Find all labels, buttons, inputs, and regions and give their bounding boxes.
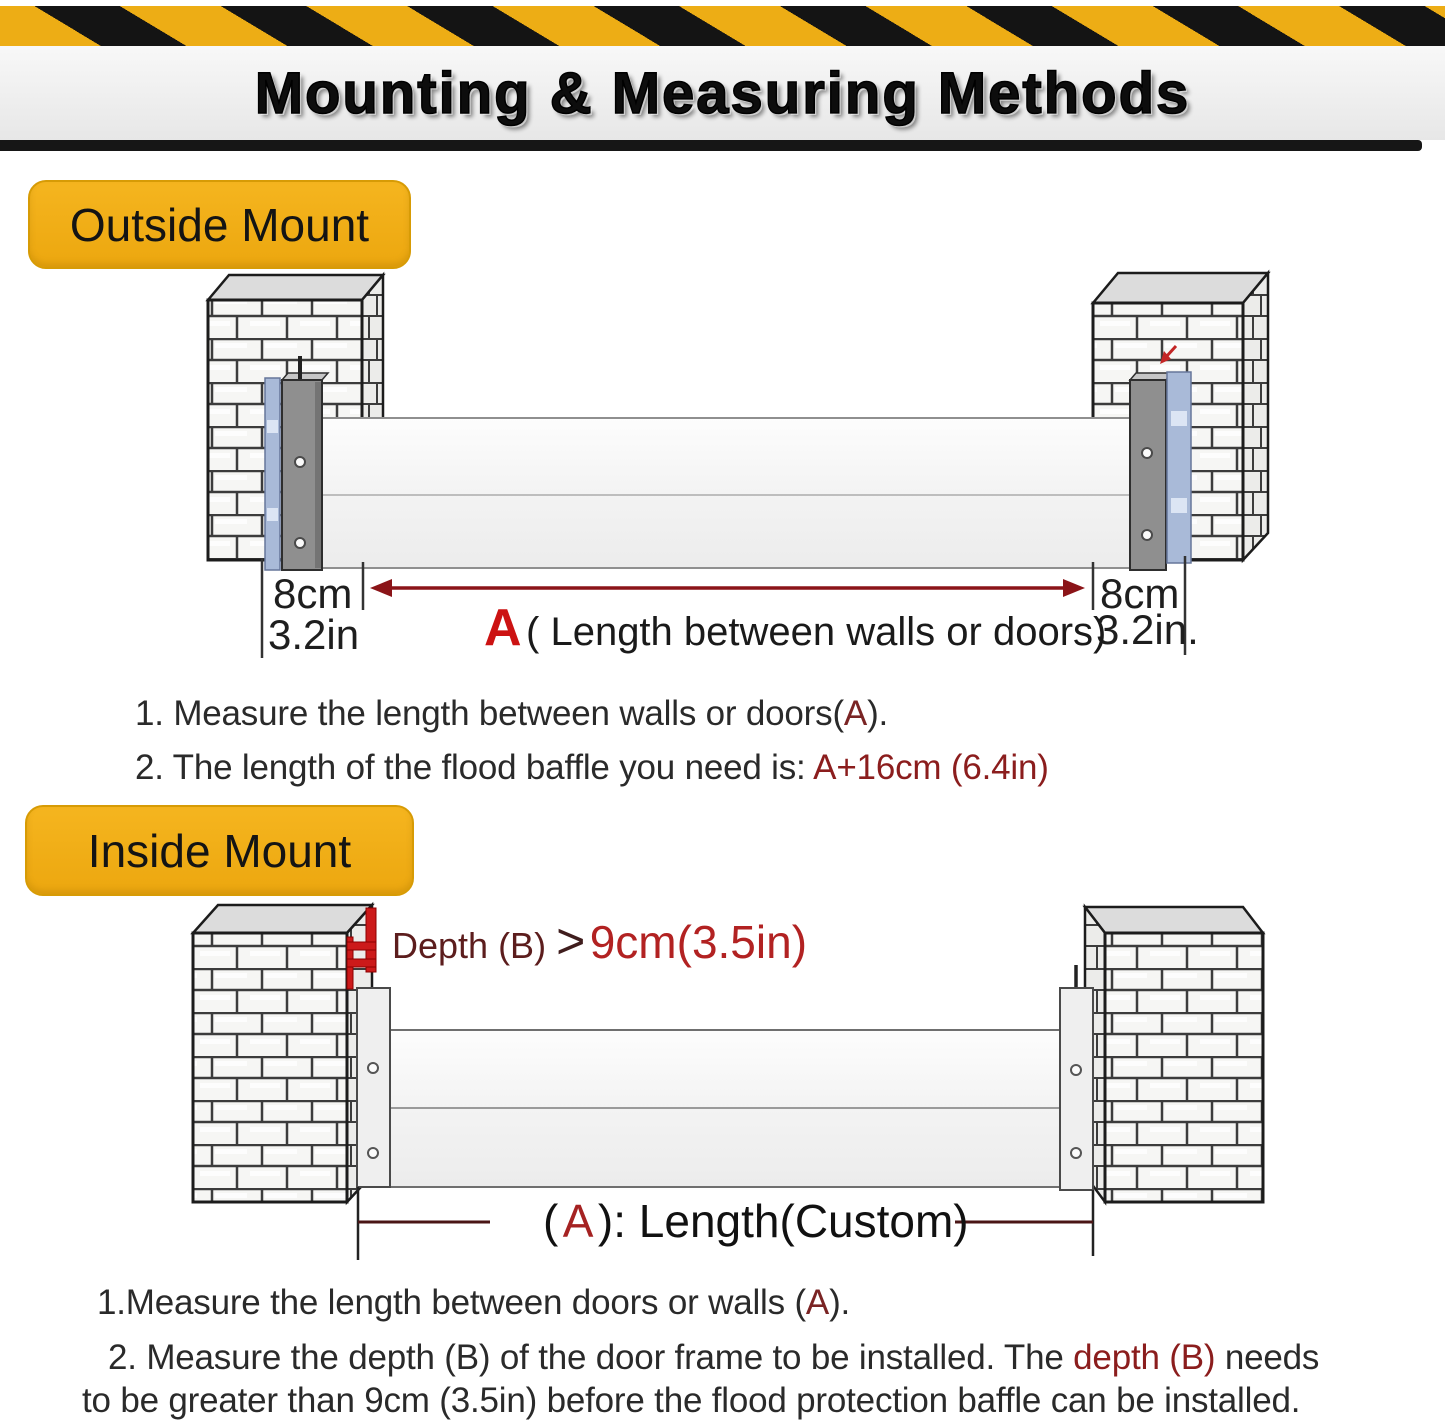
left-mounting-bracket [282, 356, 328, 570]
arrowhead-left [370, 579, 392, 597]
outside-step-1-end: ). [867, 694, 889, 733]
inside-step-1 [97, 1283, 850, 1323]
inside-step-2-line1 [108, 1338, 1319, 1378]
span-label-text: ( Length between walls or doors) [526, 610, 1107, 654]
left-offset-cm: 8cm [273, 570, 353, 617]
right-mounting-bracket [1130, 373, 1172, 570]
outside-step-2 [135, 748, 1049, 788]
outside-mount-diagram [0, 250, 1445, 690]
span-label [484, 599, 1106, 657]
right-brick-pillar [1085, 907, 1263, 1202]
screw-hole [1071, 1065, 1081, 1075]
length-rest: ): Length(Custom) [597, 1195, 969, 1247]
left-channel-blue [265, 378, 280, 570]
arrowhead-right [1063, 579, 1085, 597]
inside-step-2-highlight: depth (B) [1073, 1338, 1216, 1377]
screw-hole [368, 1148, 378, 1158]
depth-value: 9cm(3.5in) [589, 916, 808, 968]
inside-step-2-end: needs [1215, 1338, 1320, 1377]
right-channel [1060, 965, 1093, 1190]
inside-step-2-text: 2. Measure the depth (B) of the door frame to be installed. The [108, 1338, 1074, 1377]
inside-measurement [358, 1187, 1093, 1260]
inside-step-2-line2 [82, 1381, 1300, 1421]
outside-step-1 [135, 694, 888, 734]
depth-label [392, 913, 807, 969]
length-open: ( [543, 1195, 559, 1247]
left-brick-pillar [193, 905, 372, 1202]
flood-barrier-panel [322, 418, 1133, 568]
right-channel-blue [1167, 372, 1191, 563]
right-offset-cm: 8cm [1100, 570, 1180, 617]
inside-step-1-end: ). [829, 1283, 851, 1322]
caution-stripe-banner [0, 6, 1445, 46]
inside-step-1-a: A [805, 1283, 830, 1322]
length-label [543, 1195, 969, 1247]
right-offset-in: 3.2in. [1096, 606, 1199, 653]
outside-step-1-text: 1. Measure the length between walls or doors( [135, 694, 844, 733]
screw-hole [1142, 448, 1152, 458]
inside-step-2-line2-text: to be greater than 9cm (3.5in) before the flood protection baffle can be installed. [82, 1381, 1301, 1420]
outside-mount-badge-label: Outside Mount [69, 198, 370, 251]
outside-step-2-text: 2. The length of the flood baffle you need is: [135, 748, 814, 787]
inside-mount-badge-label: Inside Mount [87, 824, 352, 877]
screw-hole [295, 538, 305, 548]
header-divider-bar [0, 140, 1422, 151]
screw-hole [1071, 1148, 1081, 1158]
outside-step-1-a: A [843, 694, 868, 733]
screw-hole [1142, 530, 1152, 540]
screw-hole [295, 457, 305, 467]
outside-measurement [262, 556, 1199, 658]
depth-gt-symbol: > [556, 913, 586, 969]
length-a: A [562, 1195, 594, 1247]
span-label-a: A [484, 599, 522, 657]
left-offset-in: 3.2in [268, 611, 360, 658]
screw-hole [368, 1063, 378, 1073]
flood-barrier-panel [390, 1030, 1060, 1187]
title-band [0, 46, 1445, 140]
inside-mount-diagram [0, 880, 1445, 1310]
page-title: Mounting & Measuring Methods [254, 60, 1191, 126]
inside-step-1-text: 1.Measure the length between doors or walls ( [97, 1283, 806, 1322]
outside-step-2-highlight: A+16cm (6.4in) [813, 748, 1049, 787]
left-channel [357, 988, 390, 1187]
depth-label-text: Depth (B) [392, 925, 557, 966]
